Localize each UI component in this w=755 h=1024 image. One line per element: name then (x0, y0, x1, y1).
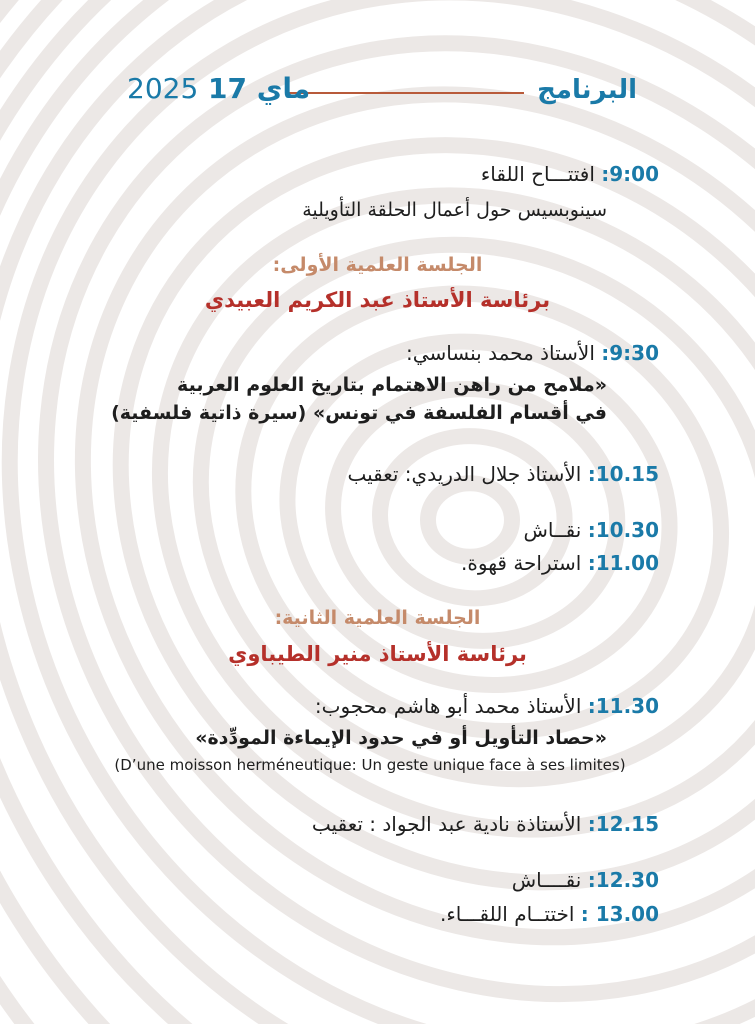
time-label: 9:30: (601, 341, 659, 365)
schedule-item-closing (440, 902, 659, 926)
time-label: 13.00 : (580, 902, 659, 926)
event-date (127, 72, 310, 105)
schedule-item-talk-1 (406, 341, 659, 365)
item-text: الأستاذة نادية عبد الجواد : تعقيب (311, 812, 582, 836)
event-year: 2025 (127, 72, 199, 105)
item-text: الأستاذ جلال الدريدي: تعقيب (347, 462, 582, 486)
talk-title-line-1: «ملامح من راهن الاهتمام بتاريخ العلوم العربية (177, 374, 607, 396)
session-1-chair: برئاسة الأستاذ عبد الكريم العبيدي (204, 288, 551, 312)
time-label: 11.00: (587, 551, 659, 575)
item-text: اختتــام اللقـــاء. (440, 902, 575, 926)
time-label: 10.30: (587, 518, 659, 542)
event-day-month: 17 ماي (208, 72, 311, 105)
schedule-item-discussion-1 (523, 518, 659, 542)
schedule-item-talk-2 (315, 694, 659, 718)
schedule-item-response-2 (312, 812, 659, 836)
schedule-item-opening (481, 162, 659, 186)
item-text: الأستاذ محمد بنساسي: (406, 341, 595, 365)
talk-title-french: (D’une moisson herméneutique: Un geste unique face à ses limites) (114, 756, 626, 774)
schedule-item-discussion-2 (512, 868, 659, 892)
item-text: الأستاذ محمد أبو هاشم محجوب: (314, 694, 582, 718)
item-text: نقــــاش (511, 868, 582, 892)
talk-title-line-1: «حصاد التأويل أو في حدود الإيماءة المودِّدة» (195, 727, 607, 749)
schedule-item-coffee-break (461, 551, 659, 575)
time-label: 12.15: (587, 812, 659, 836)
time-label: 10.15: (587, 462, 659, 486)
item-text: نقــاش (523, 518, 582, 542)
item-subtext: سينوبسيس حول أعمال الحلقة التأويلية (302, 199, 607, 221)
session-2-chair: برئاسة الأستاذ منير الطيباوي (228, 642, 527, 666)
item-text: افتتـــاح اللقاء (480, 162, 595, 186)
time-label: 12.30: (587, 868, 659, 892)
header (0, 72, 755, 112)
time-label: 9:00: (601, 162, 659, 186)
session-2-title: الجلسة العلمية الثانية: (274, 607, 481, 629)
schedule-item-response-1 (347, 462, 659, 486)
session-1-title: الجلسة العلمية الأولى: (272, 254, 483, 276)
header-divider (288, 92, 524, 94)
program-title: البرنامج (537, 75, 637, 105)
item-text: استراحة قهوة. (461, 551, 582, 575)
time-label: 11.30: (587, 694, 659, 718)
talk-title-line-2: في أقسام الفلسفة في تونس» (سيرة ذاتية فلسفية) (111, 402, 607, 424)
